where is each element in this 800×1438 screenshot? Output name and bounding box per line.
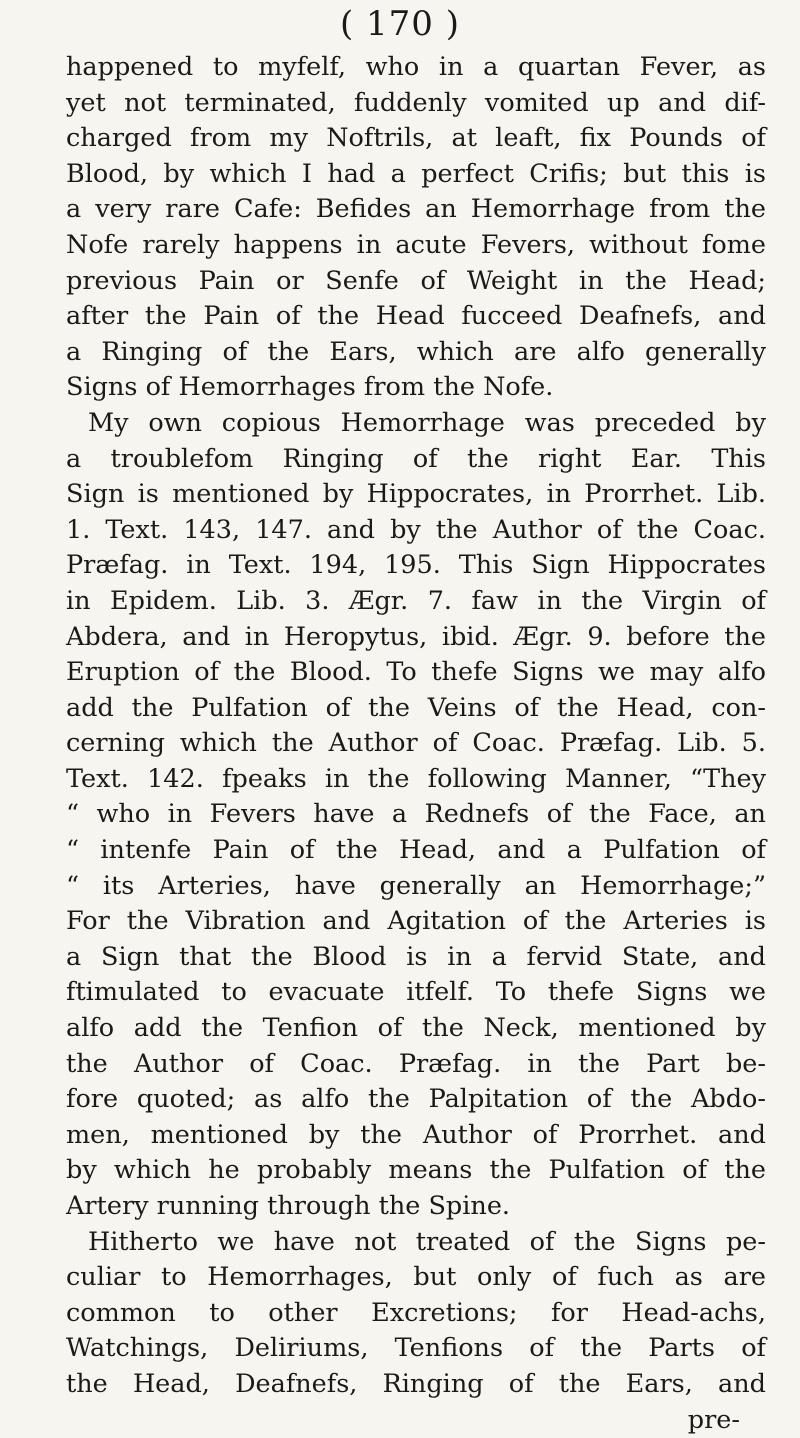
text-line: “ intenfe Pain of the Head, and a Pulfation of (66, 835, 766, 866)
text-line: the Head, Deafnefs, Ringing of the Ears, and (66, 1368, 766, 1399)
text-line: Hitherto we have not treated of the Signs pe- (88, 1226, 766, 1257)
text-line: happened to myfelf, who in a quartan Fever, as (66, 52, 766, 82)
text-line: after the Pain of the Head fucceed Deafnefs, and (66, 301, 766, 332)
text-line: Signs of Hemorrhages from the Nofe. (66, 372, 554, 403)
text-line: ftimulated to evacuate itfelf. To thefe Signs we (66, 977, 766, 1008)
text-line: My own copious Hemorrhage was preceded by (88, 407, 766, 438)
text-line: Eruption of the Blood. To thefe Signs we may alfo (66, 657, 766, 688)
text-line: “ who in Fevers have a Rednefs of the Face, an (66, 799, 766, 830)
text-line: Præfag. in Text. 194, 195. This Sign Hippocrates (66, 550, 766, 581)
text-line: common to other Excretions; for Head-achs, (66, 1297, 766, 1328)
text-line: Text. 142. fpeaks in the following Manner, “They (66, 763, 766, 794)
body-text (66, 50, 766, 1438)
text-line: “ its Arteries, have generally an Hemorrhage;” (66, 870, 766, 901)
text-line: culiar to Hemorrhages, but only of fuch as are (66, 1262, 766, 1293)
catchword: pre- (687, 1404, 740, 1435)
text-line: fore quoted; as alfo the Palpitation of the Abdo- (66, 1084, 766, 1115)
text-line: men, mentioned by the Author of Prorrhet. and (66, 1119, 766, 1150)
text-line: Nofe rarely happens in acute Fevers, without fome (66, 229, 766, 260)
text-line: Sign is mentioned by Hippocrates, in Prorrhet. Lib. (66, 479, 766, 510)
text-line: 1. Text. 143, 147. and by the Author of the Coac. (66, 514, 766, 545)
text-line: a very rare Cafe: Befides an Hemorrhage from the (66, 194, 766, 225)
text-line: the Author of Coac. Præfag. in the Part be- (66, 1048, 766, 1079)
text-line: a troublefom Ringing of the right Ear. This (66, 443, 766, 474)
text-line: Artery running through the Spine. (66, 1191, 511, 1221)
text-line: cerning which the Author of Coac. Præfag. Lib. 5. (66, 728, 766, 759)
page-number: ( 170 ) (339, 4, 461, 44)
text-line: alfo add the Tenfion of the Neck, mentioned by (66, 1013, 766, 1044)
text-line: add the Pulfation of the Veins of the Head, con- (66, 692, 766, 723)
text-line: charged from my Noftrils, at leaft, fix Pounds of (66, 123, 766, 154)
text-line: yet not terminated, fuddenly vomited up and dif- (66, 87, 766, 118)
text-line: Abdera, and in Heropytus, ibid. Ægr. 9. before the (66, 621, 766, 652)
text-line: by which he probably means the Pulfation of the (66, 1155, 766, 1186)
text-line: Watchings, Deliriums, Tenfions of the Parts of (66, 1333, 766, 1364)
text-line: For the Vibration and Agitation of the Arteries is (66, 906, 766, 937)
text-line: a Ringing of the Ears, which are alfo generally (66, 336, 766, 367)
text-line: Blood, by which I had a perfect Crifis; but this is (66, 158, 766, 189)
text-line: a Sign that the Blood is in a fervid State, and (66, 941, 766, 972)
text-line: previous Pain or Senfe of Weight in the Head; (66, 265, 766, 296)
text-line: in Epidem. Lib. 3. Ægr. 7. faw in the Virgin of (66, 585, 766, 616)
